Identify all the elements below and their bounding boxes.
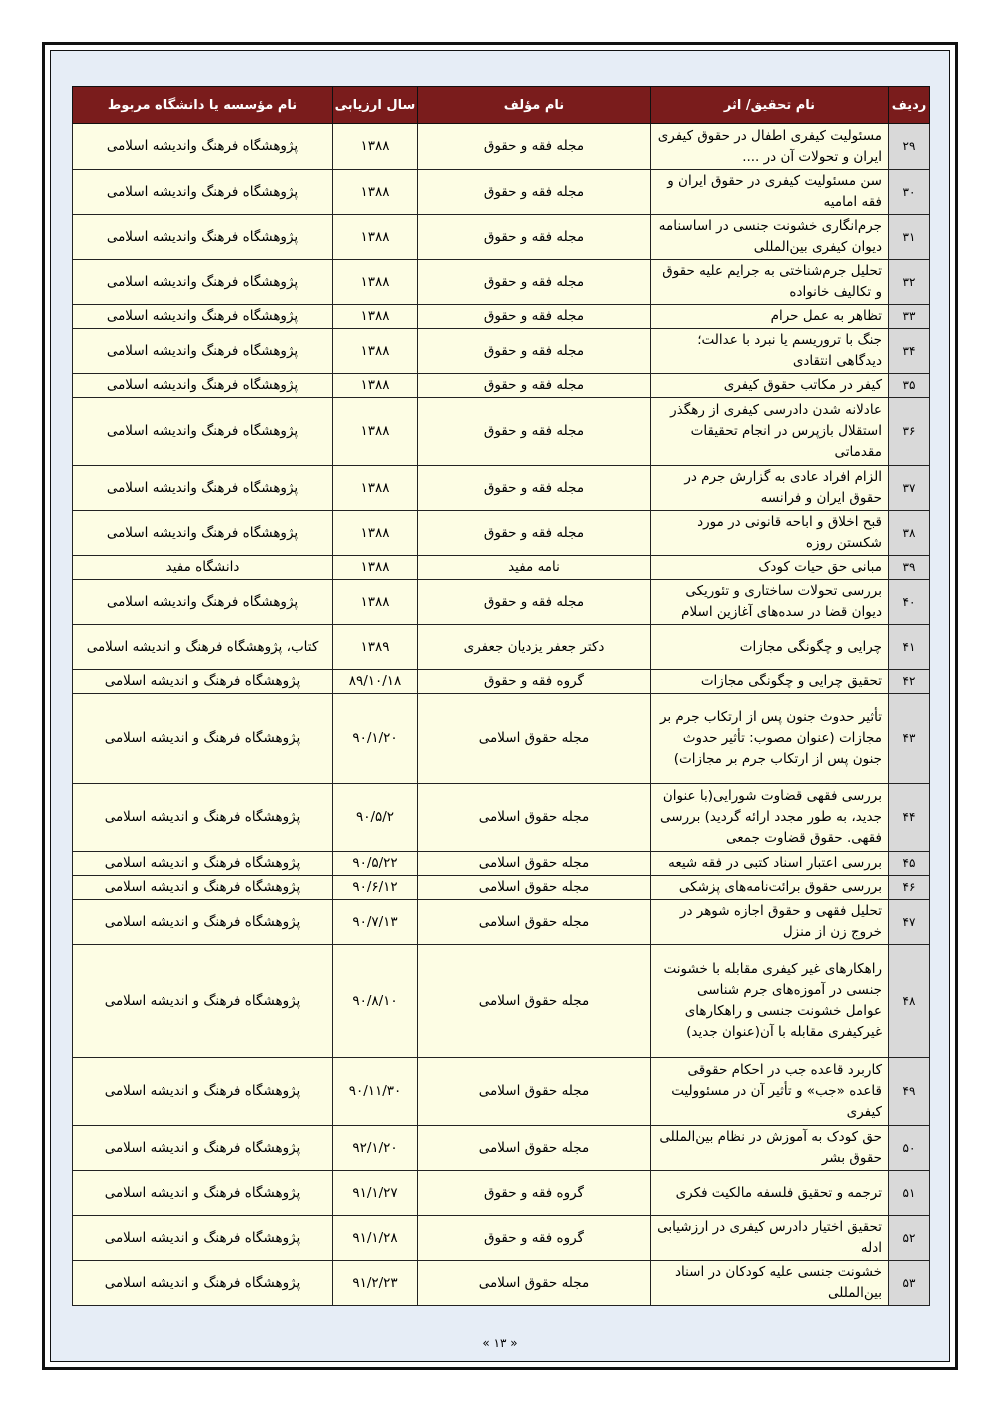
author-cell: مجله حقوق اسلامی (418, 876, 651, 900)
institution-cell: پژوهشگاه فرهنگ واندیشه اسلامی (73, 329, 333, 374)
author-cell: مجله حقوق اسلامی (418, 694, 651, 784)
title-cell: قبح اخلاق و اباحه قانونی در مورد شکستن روزه (651, 511, 889, 556)
author-cell: مجله فقه و حقوق (418, 580, 651, 625)
row-number-cell: ۲۹ (889, 124, 930, 170)
institution-cell: پژوهشگاه فرهنگ و اندیشه اسلامی (73, 1058, 333, 1126)
year-cell: ۱۳۸۸ (333, 466, 418, 511)
author-cell: مجله حقوق اسلامی (418, 1261, 651, 1306)
table-row (73, 170, 930, 215)
author-cell: مجله فقه و حقوق (418, 466, 651, 511)
year-cell: ۱۳۸۹ (333, 625, 418, 670)
year-cell: ۹۰/۸/۱۰ (333, 945, 418, 1058)
institution-cell: پژوهشگاه فرهنگ واندیشه اسلامی (73, 124, 333, 170)
table-row (73, 670, 930, 694)
row-number-cell: ۴۱ (889, 625, 930, 670)
table-row (73, 329, 930, 374)
year-cell: ۹۰/۷/۱۳ (333, 900, 418, 945)
institution-cell: پژوهشگاه فرهنگ و اندیشه اسلامی (73, 876, 333, 900)
author-cell: مجله حقوق اسلامی (418, 1126, 651, 1171)
author-cell: مجله فقه و حقوق (418, 124, 651, 170)
author-cell: مجله حقوق اسلامی (418, 784, 651, 852)
row-number-cell: ۳۸ (889, 511, 930, 556)
year-cell: ۱۳۸۸ (333, 556, 418, 580)
year-cell: ۱۳۸۸ (333, 124, 418, 170)
institution-cell: پژوهشگاه فرهنگ واندیشه اسلامی (73, 398, 333, 466)
table-row (73, 305, 930, 329)
row-number-cell: ۳۰ (889, 170, 930, 215)
table-row (73, 1216, 930, 1261)
table-row (73, 580, 930, 625)
title-cell: تحقیق اختیار دادرس کیفری در ارزشیابی ادله (651, 1216, 889, 1261)
institution-cell: پژوهشگاه فرهنگ و اندیشه اسلامی (73, 852, 333, 876)
author-cell: مجله فقه و حقوق (418, 170, 651, 215)
table-row (73, 260, 930, 305)
institution-cell: پژوهشگاه فرهنگ واندیشه اسلامی (73, 260, 333, 305)
institution-cell: پژوهشگاه فرهنگ و اندیشه اسلامی (73, 784, 333, 852)
table-row (73, 556, 930, 580)
institution-cell: پژوهشگاه فرهنگ و اندیشه اسلامی (73, 694, 333, 784)
header-title: نام تحقیق/ اثر (651, 87, 889, 124)
year-cell: ۹۰/۱/۲۰ (333, 694, 418, 784)
year-cell: ۱۳۸۸ (333, 260, 418, 305)
row-number-cell: ۵۳ (889, 1261, 930, 1306)
row-number-cell: ۳۶ (889, 398, 930, 466)
title-cell: تأثیر حدوث جنون پس از ارتکاب جرم بر مجازات (عنوان مصوب: تأثیر حدوث جنون پس از ارتکاب جرم بر مجازات) (651, 694, 889, 784)
table-row (73, 466, 930, 511)
institution-cell: دانشگاه مفید (73, 556, 333, 580)
year-cell: ۸۹/۱۰/۱۸ (333, 670, 418, 694)
row-number-cell: ۳۴ (889, 329, 930, 374)
row-number-cell: ۴۳ (889, 694, 930, 784)
title-cell: تحقیق چرایی و چگونگی مجازات (651, 670, 889, 694)
table-row (73, 511, 930, 556)
institution-cell: پژوهشگاه فرهنگ واندیشه اسلامی (73, 466, 333, 511)
title-cell: تحلیل جرم‌شناختی به جرایم علیه حقوق و تکالیف خانواده (651, 260, 889, 305)
title-cell: مسئولیت کیفری اطفال در حقوق کیفری ایران و تحولات آن در .... (651, 124, 889, 170)
title-cell: چرایی و چگونگی مجازات (651, 625, 889, 670)
row-number-cell: ۵۲ (889, 1216, 930, 1261)
institution-cell: پژوهشگاه فرهنگ و اندیشه اسلامی (73, 900, 333, 945)
row-number-cell: ۴۴ (889, 784, 930, 852)
institution-cell: پژوهشگاه فرهنگ و اندیشه اسلامی (73, 1126, 333, 1171)
row-number-cell: ۳۷ (889, 466, 930, 511)
title-cell: تظاهر به عمل حرام (651, 305, 889, 329)
title-cell: کاربرد قاعده جب در احکام حقوقی قاعده «جب» و تأثیر آن در مسئوولیت کیفری (651, 1058, 889, 1126)
table-row (73, 694, 930, 784)
institution-cell: پژوهشگاه فرهنگ واندیشه اسلامی (73, 374, 333, 398)
year-cell: ۱۳۸۸ (333, 398, 418, 466)
row-number-cell: ۴۶ (889, 876, 930, 900)
year-cell: ۱۳۸۸ (333, 580, 418, 625)
institution-cell: پژوهشگاه فرهنگ واندیشه اسلامی (73, 305, 333, 329)
row-number-cell: ۴۵ (889, 852, 930, 876)
title-cell: ترجمه و تحقیق فلسفه مالکیت فکری (651, 1171, 889, 1216)
author-cell: مجله حقوق اسلامی (418, 900, 651, 945)
table-row (73, 1058, 930, 1126)
author-cell: مجله حقوق اسلامی (418, 852, 651, 876)
year-cell: ۱۳۸۸ (333, 215, 418, 260)
title-cell: جرم‌انگاری خشونت جنسی در اساسنامه دیوان کیفری بین‌المللی (651, 215, 889, 260)
research-table (72, 86, 930, 1306)
institution-cell: پژوهشگاه فرهنگ واندیشه اسلامی (73, 170, 333, 215)
row-number-cell: ۴۲ (889, 670, 930, 694)
table-row (73, 945, 930, 1058)
row-number-cell: ۳۲ (889, 260, 930, 305)
table-row (73, 1126, 930, 1171)
page-number: « ۱۳ » (482, 1336, 518, 1350)
author-cell: مجله فقه و حقوق (418, 260, 651, 305)
year-cell: ۱۳۸۸ (333, 305, 418, 329)
header-author: نام مؤلف (418, 87, 651, 124)
title-cell: سن مسئولیت کیفری در حقوق ایران و فقه امامیه (651, 170, 889, 215)
author-cell: مجله فقه و حقوق (418, 511, 651, 556)
institution-cell: پژوهشگاه فرهنگ واندیشه اسلامی (73, 580, 333, 625)
institution-cell: پژوهشگاه فرهنگ و اندیشه اسلامی (73, 945, 333, 1058)
title-cell: حق کودک به آموزش در نظام بین‌المللی حقوق بشر (651, 1126, 889, 1171)
author-cell: گروه فقه و حقوق (418, 1171, 651, 1216)
title-cell: خشونت جنسی علیه کودکان در اسناد بین‌المللی (651, 1261, 889, 1306)
author-cell: مجله حقوق اسلامی (418, 945, 651, 1058)
year-cell: ۹۲/۱/۲۰ (333, 1126, 418, 1171)
table-row (73, 852, 930, 876)
author-cell: دکتر جعفر یزدیان جعفری (418, 625, 651, 670)
header-row-number: ردیف (889, 87, 930, 124)
table-row (73, 374, 930, 398)
author-cell: مجله فقه و حقوق (418, 329, 651, 374)
title-cell: الزام افراد عادی به گزارش جرم در حقوق ایران و فرانسه (651, 466, 889, 511)
row-number-cell: ۴۰ (889, 580, 930, 625)
year-cell: ۹۱/۱/۲۷ (333, 1171, 418, 1216)
year-cell: ۱۳۸۸ (333, 170, 418, 215)
table-row (73, 876, 930, 900)
row-number-cell: ۳۳ (889, 305, 930, 329)
table-row (73, 1261, 930, 1306)
table-row (73, 625, 930, 670)
institution-cell: پژوهشگاه فرهنگ واندیشه اسلامی (73, 511, 333, 556)
author-cell: گروه فقه و حقوق (418, 670, 651, 694)
author-cell: مجله فقه و حقوق (418, 398, 651, 466)
table-row (73, 784, 930, 852)
year-cell: ۱۳۸۸ (333, 511, 418, 556)
title-cell: بررسی فقهی قضاوت شورایی(با عنوان جدید، به طور مجدد ارائه گردید) بررسی فقهی. حقوق قضاوت جمعی (651, 784, 889, 852)
author-cell: مجله فقه و حقوق (418, 374, 651, 398)
year-cell: ۹۱/۱/۲۸ (333, 1216, 418, 1261)
table-row (73, 124, 930, 170)
year-cell: ۹۰/۵/۲۲ (333, 852, 418, 876)
year-cell: ۹۰/۶/۱۲ (333, 876, 418, 900)
title-cell: بررسی حقوق برائت‌نامه‌های پزشکی (651, 876, 889, 900)
research-table-container (72, 86, 929, 1306)
row-number-cell: ۳۹ (889, 556, 930, 580)
title-cell: عادلانه شدن دادرسی کیفری از رهگذر استقلال بازپرس در انجام تحقیقات مقدماتی (651, 398, 889, 466)
institution-cell: پژوهشگاه فرهنگ و اندیشه اسلامی (73, 670, 333, 694)
institution-cell: کتاب، پژوهشگاه فرهنگ و اندیشه اسلامی (73, 625, 333, 670)
year-cell: ۹۰/۵/۲ (333, 784, 418, 852)
year-cell: ۱۳۸۸ (333, 374, 418, 398)
title-cell: بررسی تحولات ساختاری و تئوریکی دیوان قضا در سده‌های آغازین اسلام (651, 580, 889, 625)
header-institution: نام مؤسسه یا دانشگاه مربوط (73, 87, 333, 124)
year-cell: ۱۳۸۸ (333, 329, 418, 374)
title-cell: تحلیل فقهی و حقوق اجازه شوهر در خروج زن از منزل (651, 900, 889, 945)
author-cell: گروه فقه و حقوق (418, 1216, 651, 1261)
table-row (73, 900, 930, 945)
institution-cell: پژوهشگاه فرهنگ و اندیشه اسلامی (73, 1261, 333, 1306)
title-cell: کیفر در مکاتب حقوق کیفری (651, 374, 889, 398)
author-cell: مجله فقه و حقوق (418, 305, 651, 329)
table-row (73, 1171, 930, 1216)
row-number-cell: ۳۵ (889, 374, 930, 398)
institution-cell: پژوهشگاه فرهنگ و اندیشه اسلامی (73, 1171, 333, 1216)
table-body (73, 124, 930, 1306)
title-cell: راهکارهای غیر کیفری مقابله با خشونت جنسی در آموزه‌های جرم شناسی عوامل خشونت جنسی و راهکارهای غیرکیفری مقابله با آن(عنوان جدید) (651, 945, 889, 1058)
header-year: سال ارزیابی (333, 87, 418, 124)
title-cell: بررسی اعتبار اسناد کتبی در فقه شیعه (651, 852, 889, 876)
institution-cell: پژوهشگاه فرهنگ و اندیشه اسلامی (73, 1216, 333, 1261)
table-header-row (73, 87, 930, 124)
row-number-cell: ۵۰ (889, 1126, 930, 1171)
table-row (73, 398, 930, 466)
author-cell: نامه مفید (418, 556, 651, 580)
year-cell: ۹۱/۲/۲۳ (333, 1261, 418, 1306)
row-number-cell: ۴۹ (889, 1058, 930, 1126)
institution-cell: پژوهشگاه فرهنگ واندیشه اسلامی (73, 215, 333, 260)
title-cell: جنگ با تروریسم یا نبرد با عدالت؛ دیدگاهی انتقادی (651, 329, 889, 374)
table-row (73, 215, 930, 260)
row-number-cell: ۴۸ (889, 945, 930, 1058)
author-cell: مجله حقوق اسلامی (418, 1058, 651, 1126)
author-cell: مجله فقه و حقوق (418, 215, 651, 260)
row-number-cell: ۳۱ (889, 215, 930, 260)
row-number-cell: ۵۱ (889, 1171, 930, 1216)
year-cell: ۹۰/۱۱/۳۰ (333, 1058, 418, 1126)
title-cell: مبانی حق حیات کودک (651, 556, 889, 580)
row-number-cell: ۴۷ (889, 900, 930, 945)
